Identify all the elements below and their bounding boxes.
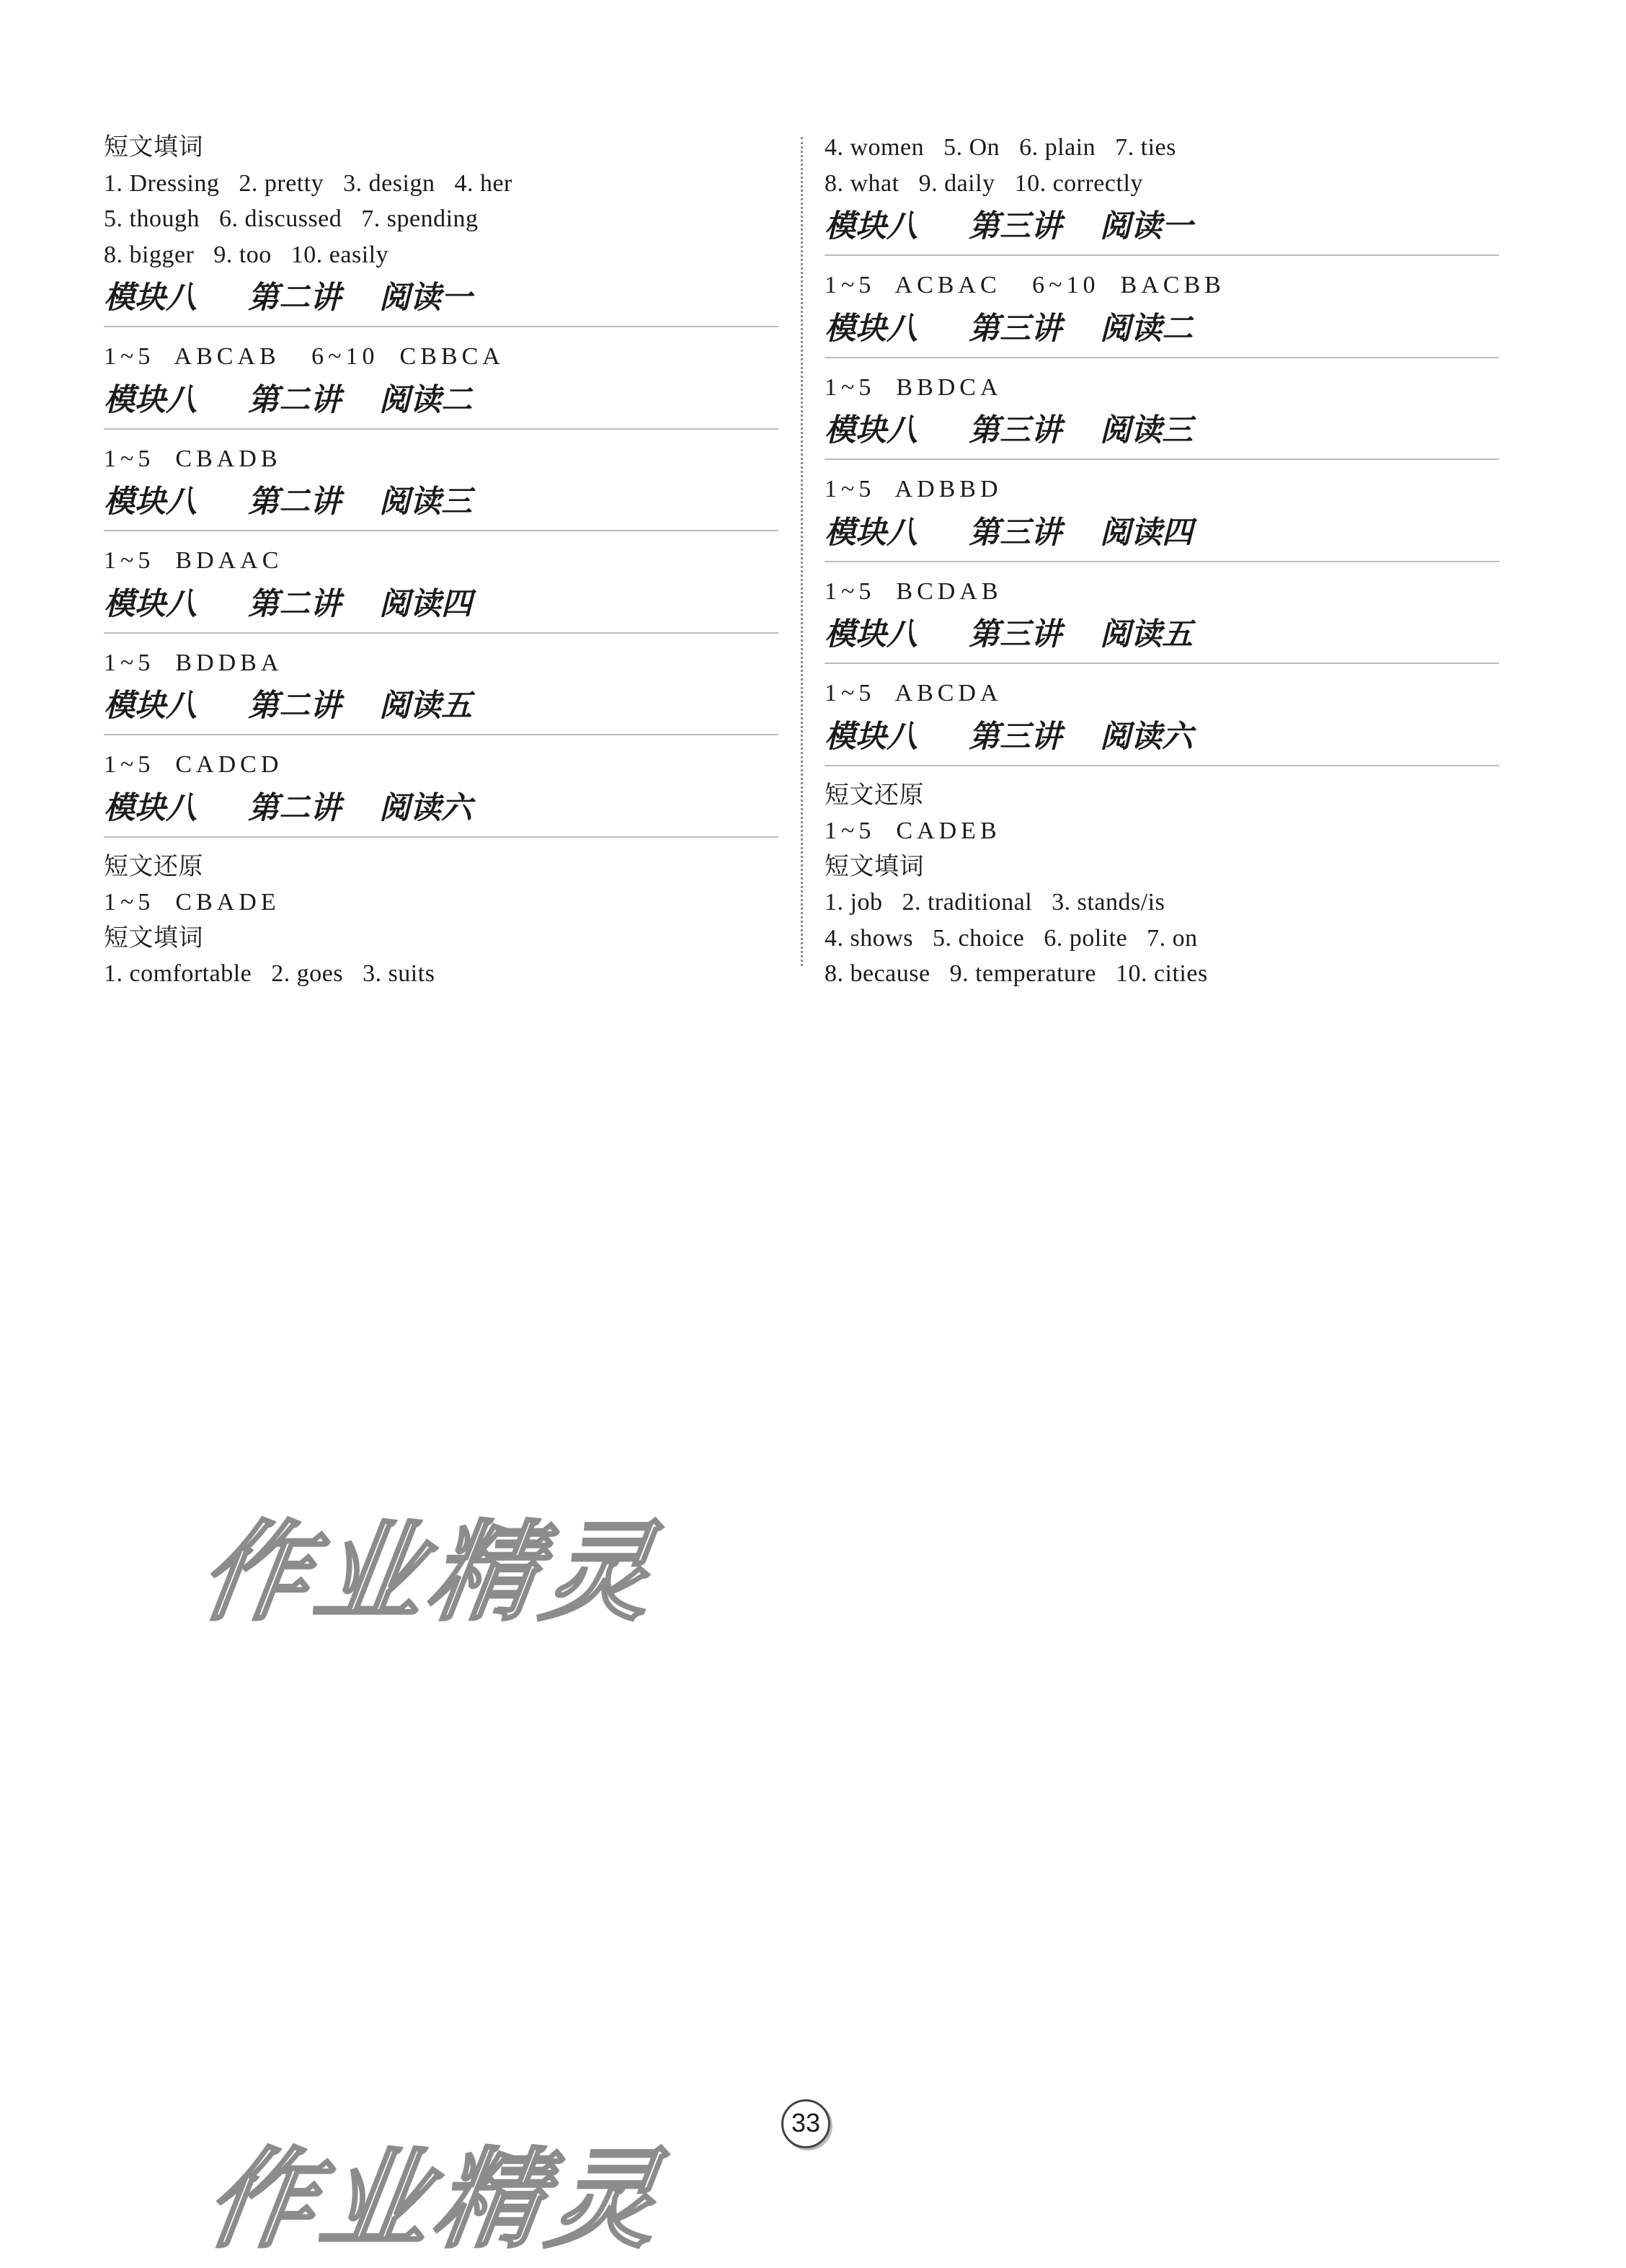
watermark-logo: 作业精灵 [192,1510,667,1636]
heading-module: 模块八 [825,310,918,347]
section-heading [104,681,778,735]
heading-reading: 阅读一 [1100,208,1193,244]
heading-lecture: 第三讲 [969,310,1062,347]
heading-lecture: 第二讲 [248,484,341,520]
watermark-logo: 作业精灵 [198,2138,672,2263]
section-heading [825,304,1499,358]
heading-reading: 阅读五 [1100,616,1193,652]
answer-line: 1~5 CBADE [104,889,280,916]
heading-reading: 阅读二 [379,381,472,418]
section-heading [825,609,1499,664]
heading-module: 模块八 [825,616,918,652]
fill-line: 1. job 2. traditional 3. stands/is [825,889,1165,916]
heading-lecture: 第三讲 [969,514,1062,551]
heading-reading: 阅读三 [1100,412,1193,448]
heading-reading: 阅读六 [1100,718,1193,755]
page-number: 33 [781,2099,830,2148]
restore-title: 短文还原 [825,781,924,809]
heading-module: 模块八 [825,208,918,244]
heading-reading: 阅读四 [379,585,472,622]
heading-module: 模块八 [104,484,197,520]
section-heading [104,375,778,430]
heading-reading: 阅读一 [379,280,472,316]
section-heading [825,712,1499,766]
section-heading [104,579,778,634]
heading-module: 模块八 [104,381,197,418]
answer-line: 1~5 BDAAC [104,547,283,574]
heading-reading: 阅读五 [379,688,472,724]
heading-reading: 阅读四 [1100,514,1193,551]
heading-reading: 阅读六 [379,789,472,826]
heading-lecture: 第二讲 [248,381,341,418]
heading-module: 模块八 [104,789,197,826]
section-heading [104,783,778,838]
answer-line: 1~5 CADEB [825,818,1001,844]
answer-line: 1~5 ABCDA [825,680,1003,706]
heading-lecture: 第二讲 [248,789,341,826]
answer-line: 1~5 BBDCA [825,373,1003,401]
fill-line: 8. because 9. temperature 10. cities [825,960,1208,987]
fill-line: 8. bigger 9. too 10. easily [104,241,389,268]
section-heading [825,405,1499,460]
fill-title: 短文填词 [104,134,203,161]
fill-line: 5. though 6. discussed 7. spending [104,205,479,232]
fill-title: 短文填词 [825,853,924,880]
answer-line: 1~5 ACBAC 6~10 BACBB [825,272,1225,298]
section-heading [825,201,1499,256]
section-heading [825,508,1499,562]
answer-line: 1~5 BCDAB [825,577,1003,605]
fill-title: 短文填词 [104,924,203,952]
answer-line: 1~5 BDDBA [104,649,283,676]
section-heading [104,273,778,327]
heading-module: 模块八 [104,585,197,622]
heading-module: 模块八 [825,514,918,551]
answer-line: 1~5 ABCAB 6~10 CBBCA [104,343,505,370]
fill-line: 8. what 9. daily 10. correctly [825,169,1143,197]
answer-line: 1~5 CADCD [104,751,283,778]
heading-module: 模块八 [104,688,197,724]
fill-line: 4. women 5. On 6. plain 7. ties [825,134,1176,161]
answer-line: 1~5 ADBBD [825,476,1003,502]
left-column [104,130,778,992]
heading-lecture: 第二讲 [248,688,341,724]
answer-line: 1~5 CBADB [104,445,282,472]
heading-lecture: 第二讲 [248,585,341,622]
column-divider [801,137,803,966]
heading-reading: 阅读二 [1100,310,1193,347]
fill-line: 1. Dressing 2. pretty 3. design 4. her [104,169,512,197]
heading-module: 模块八 [825,412,918,448]
heading-lecture: 第三讲 [969,718,1062,755]
heading-lecture: 第三讲 [969,208,1062,244]
heading-lecture: 第三讲 [969,412,1062,448]
heading-reading: 阅读三 [379,484,472,520]
heading-module: 模块八 [825,718,918,755]
section-heading [104,477,778,531]
heading-module: 模块八 [104,280,197,316]
right-column [825,130,1499,992]
restore-title: 短文还原 [104,853,203,880]
heading-lecture: 第二讲 [248,280,341,316]
fill-line: 1. comfortable 2. goes 3. suits [104,960,435,987]
heading-lecture: 第三讲 [969,616,1062,652]
fill-line: 4. shows 5. choice 6. polite 7. on [825,924,1198,952]
